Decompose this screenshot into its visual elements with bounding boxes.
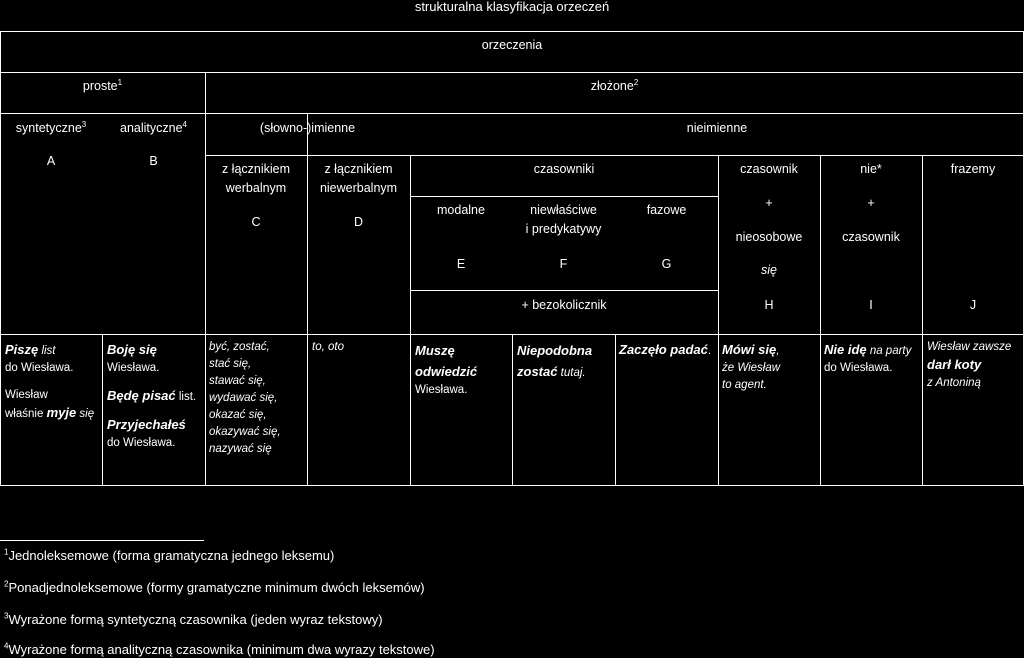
example-g-text1: . <box>707 345 712 357</box>
column-letter-j: J <box>969 298 977 312</box>
header-d-line1: z łącznikiem <box>324 162 393 176</box>
header-czasowniki: czasowniki <box>533 162 595 176</box>
example-j-bold1: darł koty <box>927 357 982 372</box>
footnote-text: Wyrażone formą syntetyczną czasownika (jeden wyraz tekstowy) <box>8 612 383 627</box>
example-h-text1: , <box>776 345 780 357</box>
example-c-line3: stawać się, <box>209 375 266 387</box>
example-f-bold1: Niepodobna <box>517 343 593 358</box>
example-d <box>312 339 408 356</box>
example-g-bold1: Zaczęło padać <box>619 342 708 357</box>
example-c-line6: okazywać się, <box>209 426 281 438</box>
row-divider <box>0 72 1024 73</box>
header-imienne: (słowno-)imienne <box>259 121 356 135</box>
footnote-3 <box>4 612 383 628</box>
header-fazowe: fazowe <box>646 203 687 217</box>
example-d-line1: to, oto <box>312 341 344 353</box>
example-b-text2: list. <box>175 391 197 403</box>
column-letter-c: C <box>251 215 261 229</box>
footnote-number: 3 <box>4 611 9 621</box>
example-f <box>517 341 613 383</box>
row-divider <box>410 290 718 291</box>
header-zlozone <box>205 77 1024 96</box>
col-divider <box>102 334 103 486</box>
column-letter-i: I <box>869 298 873 312</box>
example-b-text3: do Wiesława. <box>107 437 176 449</box>
header-h-line1: czasownik <box>740 162 798 176</box>
header-h-line4: się <box>761 263 777 277</box>
header-c-line2: werbalnym <box>225 181 287 195</box>
example-b-text1: Wiesława. <box>107 362 160 374</box>
header-j-line1: frazemy <box>950 162 996 176</box>
example-e-bold1: Muszę <box>415 343 455 358</box>
example-c <box>209 339 305 458</box>
example-h-text3: to agent. <box>722 379 767 391</box>
col-divider <box>307 334 308 486</box>
example-a-text3: Wiesław <box>5 389 48 401</box>
example-j-text2: z Antoniną <box>927 377 981 389</box>
header-syntetyczne <box>0 119 102 138</box>
col-divider <box>512 334 513 486</box>
header-c-line1: z łącznikiem <box>221 162 291 176</box>
example-a-text1: list <box>38 345 56 357</box>
row-divider <box>0 113 1024 114</box>
example-a-text2: do Wiesława. <box>5 362 74 374</box>
header-modalne: modalne <box>437 203 485 217</box>
example-h-bold1: Mówi się <box>722 342 777 357</box>
header-niewlasciwe-line1: niewłaściwe <box>530 203 597 217</box>
header-h-line2: + <box>765 196 773 210</box>
header-orzeczenia: orzeczenia <box>481 38 543 52</box>
example-e <box>415 341 511 398</box>
footnote-ref: 1 <box>117 77 123 87</box>
example-i-bold1: Nie idę <box>824 342 867 357</box>
example-b-bold2: Będę pisać <box>107 388 176 403</box>
example-e-text1: Wiesława. <box>415 384 468 396</box>
example-b <box>107 341 203 452</box>
example-a-text5: się <box>76 408 95 420</box>
example-c-line5: okazać się, <box>209 409 267 421</box>
column-letter-d: D <box>353 215 364 229</box>
example-a-text4: właśnie <box>5 408 47 420</box>
footnote-number: 1 <box>4 547 9 557</box>
header-syntetyczne-label: syntetyczne <box>15 121 82 135</box>
header-i-line2: + <box>867 196 875 210</box>
header-proste <box>0 77 205 96</box>
footnote-2 <box>4 580 425 596</box>
column-letter-f: F <box>559 257 568 271</box>
footnote-number: 2 <box>4 579 9 589</box>
table-border-top <box>0 31 1024 32</box>
example-h-text2: że Wiesław <box>722 362 781 374</box>
example-b-bold1: Boję się <box>107 342 157 357</box>
example-a <box>5 341 100 423</box>
column-letter-b: B <box>149 154 158 168</box>
example-a-bold1: Piszę <box>5 342 39 357</box>
example-c-line4: wydawać się, <box>209 392 278 404</box>
header-h-line3: nieosobowe <box>735 230 803 244</box>
example-c-line1: być, zostać, <box>209 341 270 353</box>
column-letter-g: G <box>661 257 672 271</box>
footnote-ref: 2 <box>633 77 639 87</box>
example-g <box>619 341 718 360</box>
row-divider <box>410 196 718 197</box>
footnote-number: 4 <box>4 641 9 651</box>
header-niewlasciwe <box>512 201 615 239</box>
column-letter-a: A <box>46 154 56 168</box>
page-title: strukturalna klasyfikacja orzeczeń <box>414 0 610 14</box>
footnote-ref: 3 <box>81 119 87 129</box>
example-b-bold3: Przyjechałeś <box>107 417 186 432</box>
header-zlozone-label: złożone <box>590 79 634 93</box>
example-i-text1: na party <box>866 345 912 357</box>
header-proste-label: proste <box>82 79 118 93</box>
footnote-text: Wyrażone formą analityczną czasownika (minimum dwa wyrazy tekstowe) <box>8 642 435 657</box>
example-j-text1: Wiesław zawsze <box>927 341 1012 353</box>
footnote-separator <box>0 540 204 541</box>
example-j <box>927 339 1023 392</box>
example-i <box>824 341 921 377</box>
footnote-4 <box>4 642 435 658</box>
example-f-text1: tutaj. <box>557 367 586 379</box>
row-divider <box>205 155 1024 156</box>
example-e-bold2: odwiedzić <box>415 364 478 379</box>
example-c-line7: nazywać się <box>209 443 272 455</box>
example-f-bold2: zostać <box>517 364 558 379</box>
header-bezokolicznik: + bezokolicznik <box>521 298 607 312</box>
footnote-text: Jednoleksemowe (forma gramatyczna jednego leksemu) <box>8 548 335 563</box>
header-i-line1: nie* <box>860 162 882 176</box>
header-i-line3: czasownik <box>842 230 900 244</box>
example-a-bold2: myje <box>46 405 77 420</box>
header-analityczne <box>102 119 205 138</box>
col-divider <box>615 334 616 486</box>
header-nieimienne: nieimienne <box>686 121 748 135</box>
example-i-text2: do Wiesława. <box>824 362 893 374</box>
header-d-line2: niewerbalnym <box>319 181 398 195</box>
table-border-left <box>0 31 1 486</box>
column-letter-h: H <box>764 298 774 312</box>
column-letter-e: E <box>456 257 466 271</box>
footnote-text: Ponadjednoleksemowe (formy gramatyczne minimum dwóch leksemów) <box>8 580 425 595</box>
example-h <box>722 341 818 394</box>
col-divider <box>922 155 923 486</box>
header-d-label <box>307 160 410 198</box>
footnote-ref: 4 <box>182 119 187 129</box>
footnote-1 <box>4 548 334 564</box>
example-c-line2: stać się, <box>209 358 252 370</box>
header-niewlasciwe-line2: i predykatywy <box>525 222 602 236</box>
header-c-label <box>205 160 307 198</box>
header-analityczne-label: analityczne <box>120 121 183 135</box>
